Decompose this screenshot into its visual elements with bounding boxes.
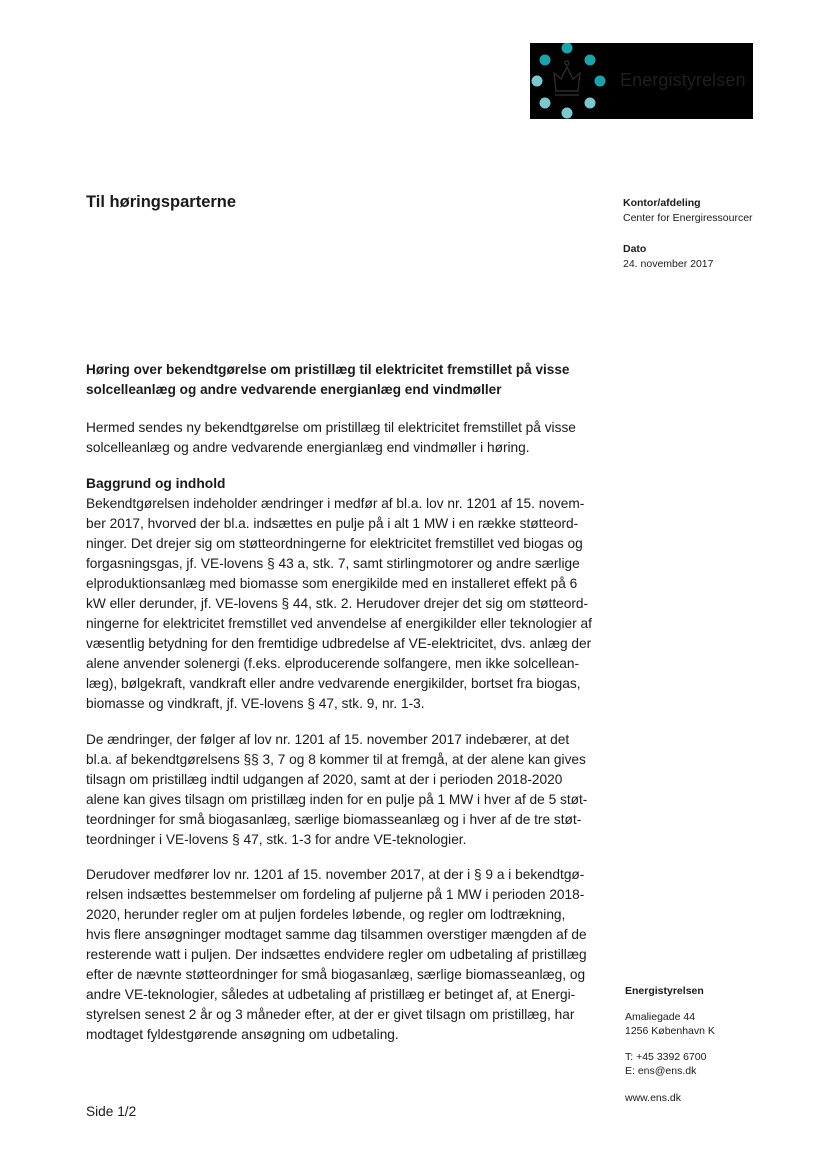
section-heading: Baggrund og indhold [86,476,226,491]
text-line: tilsagn om pristillæg indtil udgangen af 2020, samt at der i perioden 2018-2020 [86,772,563,787]
logo-text: Energistyrelsen [620,70,746,90]
text-line: hvis flere ansøgninger modtaget samme dag tilsammen overstiger mængden af de [86,927,587,942]
text-line: De ændringer, der følger af lov nr. 1201 af 15. november 2017 indebærer, at det [86,732,570,747]
paragraph-2 [86,730,587,850]
text-line: 2020, herunder regler om at puljen fordeles løbende, og regler om lodtrækning, [86,907,566,922]
text-line: kW eller derunder, jf. VE-lovens § 44, stk. 2. Herudover drejer det sig om støtteord- [86,596,589,611]
text-line: resterende watt i puljen. Der indsættes endvidere regler om udbetaling af pristillæg [86,947,587,962]
text-line: alene kan gives tilsagn om pristillæg inden for en pulje på 1 MW i hver af de 5 støt- [86,792,588,807]
text-line: modtaget fyldestgørende ansøgning om udbetaling. [86,1027,399,1042]
text-line: biomasse og vindkraft, jf. VE-lovens § 47, stk. 9, nr. 1-3. [86,696,425,711]
date-value: 24. november 2017 [623,258,714,270]
subject-heading [86,360,606,400]
recipient-heading: Til høringsparterne [86,193,237,211]
text-line: andre VE-teknologier, således at udbetaling af pristillæg er betinget af, at Energi- [86,987,576,1002]
sender-website[interactable]: www.ens.dk [625,1092,682,1104]
text-line: forgasningsgas, jf. VE-lovens § 43 a, stk. 7, samt stirlingmotorer og andre særlige [86,556,580,571]
text-line: Bekendtgørelsen indeholder ændringer i medfør af bl.a. lov nr. 1201 af 15. novem- [86,496,585,511]
text-line: teordninger for små biogasanlæg, særlige biomasseanlæg og i hver af de tre støt- [86,812,582,827]
logo-dot [562,43,573,54]
sender-phone: T: +45 3392 6700 [625,1051,707,1063]
text-line: solcelleanlæg og andre vedvarende energianlæg end vindmøller i høring. [86,440,530,455]
logo-dot [595,76,606,87]
text-line: elproduktionsanlæg med biomasse som energikilde med en installeret effekt på 6 [86,576,578,591]
text-line: efter de nævnte støtteordninger for små biogasanlæg, særlige biomasseanlæg, og [86,967,586,982]
logo-dot [540,55,551,66]
text-line: ningerne for elektricitet fremstillet ved anvendelse af energikilder eller teknologier af [86,616,592,631]
text-line: bl.a. af bekendtgørelsens §§ 3, 7 og 8 kommer til at fremgå, at der alene kan gives [86,752,586,767]
text-line: Hermed sendes ny bekendtgørelse om pristillæg til elektricitet fremstillet på visse [86,420,576,435]
subject-line: solcelleanlæg og andre vedvarende energianlæg end vindmøller [86,382,502,397]
office-label: Kontor/afdeling [623,197,701,209]
text-line: styrelsen senest 2 år og 3 måneder efter, at der er givet tilsagn om pristillæg, har [86,1007,575,1022]
logo-dot [540,98,551,109]
sender-street: Amaliegade 44 [625,1011,696,1023]
text-line: alene anvender solenergi (f.eks. elproducerende solfangere, men ikke solcellean- [86,656,580,671]
paragraph-3 [86,865,587,1045]
intro-paragraph [86,418,576,458]
text-line: læg), bølgekraft, vandkraft eller andre vedvarende energikilder, bortset fra biogas, [86,676,581,691]
text-line: væsentlig betydning for den fremtidige udbredelse af VE-elektricitet, dvs. anlæg der [86,636,592,651]
office-value: Center for Energiressourcer [623,212,753,224]
logo-dot [585,98,596,109]
date-label: Dato [623,243,647,255]
paragraph-1 [86,494,592,714]
sender-name: Energistyrelsen [625,985,704,997]
sender-email[interactable]: E: ens@ens.dk [625,1065,697,1077]
text-line: relsen indsættes bestemmelser om fordeling af puljerne på 1 MW i perioden 2018- [86,887,585,902]
logo-dot [532,76,543,87]
subject-line: Høring over bekendtgørelse om pristillæg til elektricitet fremstillet på visse [86,362,570,377]
text-line: ninger. Det drejer sig om støtteordningerne for elektricitet fremstillet ved biogas og [86,536,583,551]
text-line: teordninger i VE-lovens § 47, stk. 1-3 for andre VE-teknologier. [86,832,467,847]
page-number: Side 1/2 [86,1104,137,1119]
text-line: ber 2017, hvorved der bl.a. indsættes en pulje på i alt 1 MW i en række støtteord- [86,516,579,531]
logo [530,43,753,119]
text-line: Derudover medfører lov nr. 1201 af 15. november 2017, at der i § 9 a i bekendtgø- [86,867,585,882]
crown-icon [554,61,580,95]
logo-dot [562,108,573,119]
sender-city: 1256 København K [625,1025,715,1037]
logo-dot [585,55,596,66]
